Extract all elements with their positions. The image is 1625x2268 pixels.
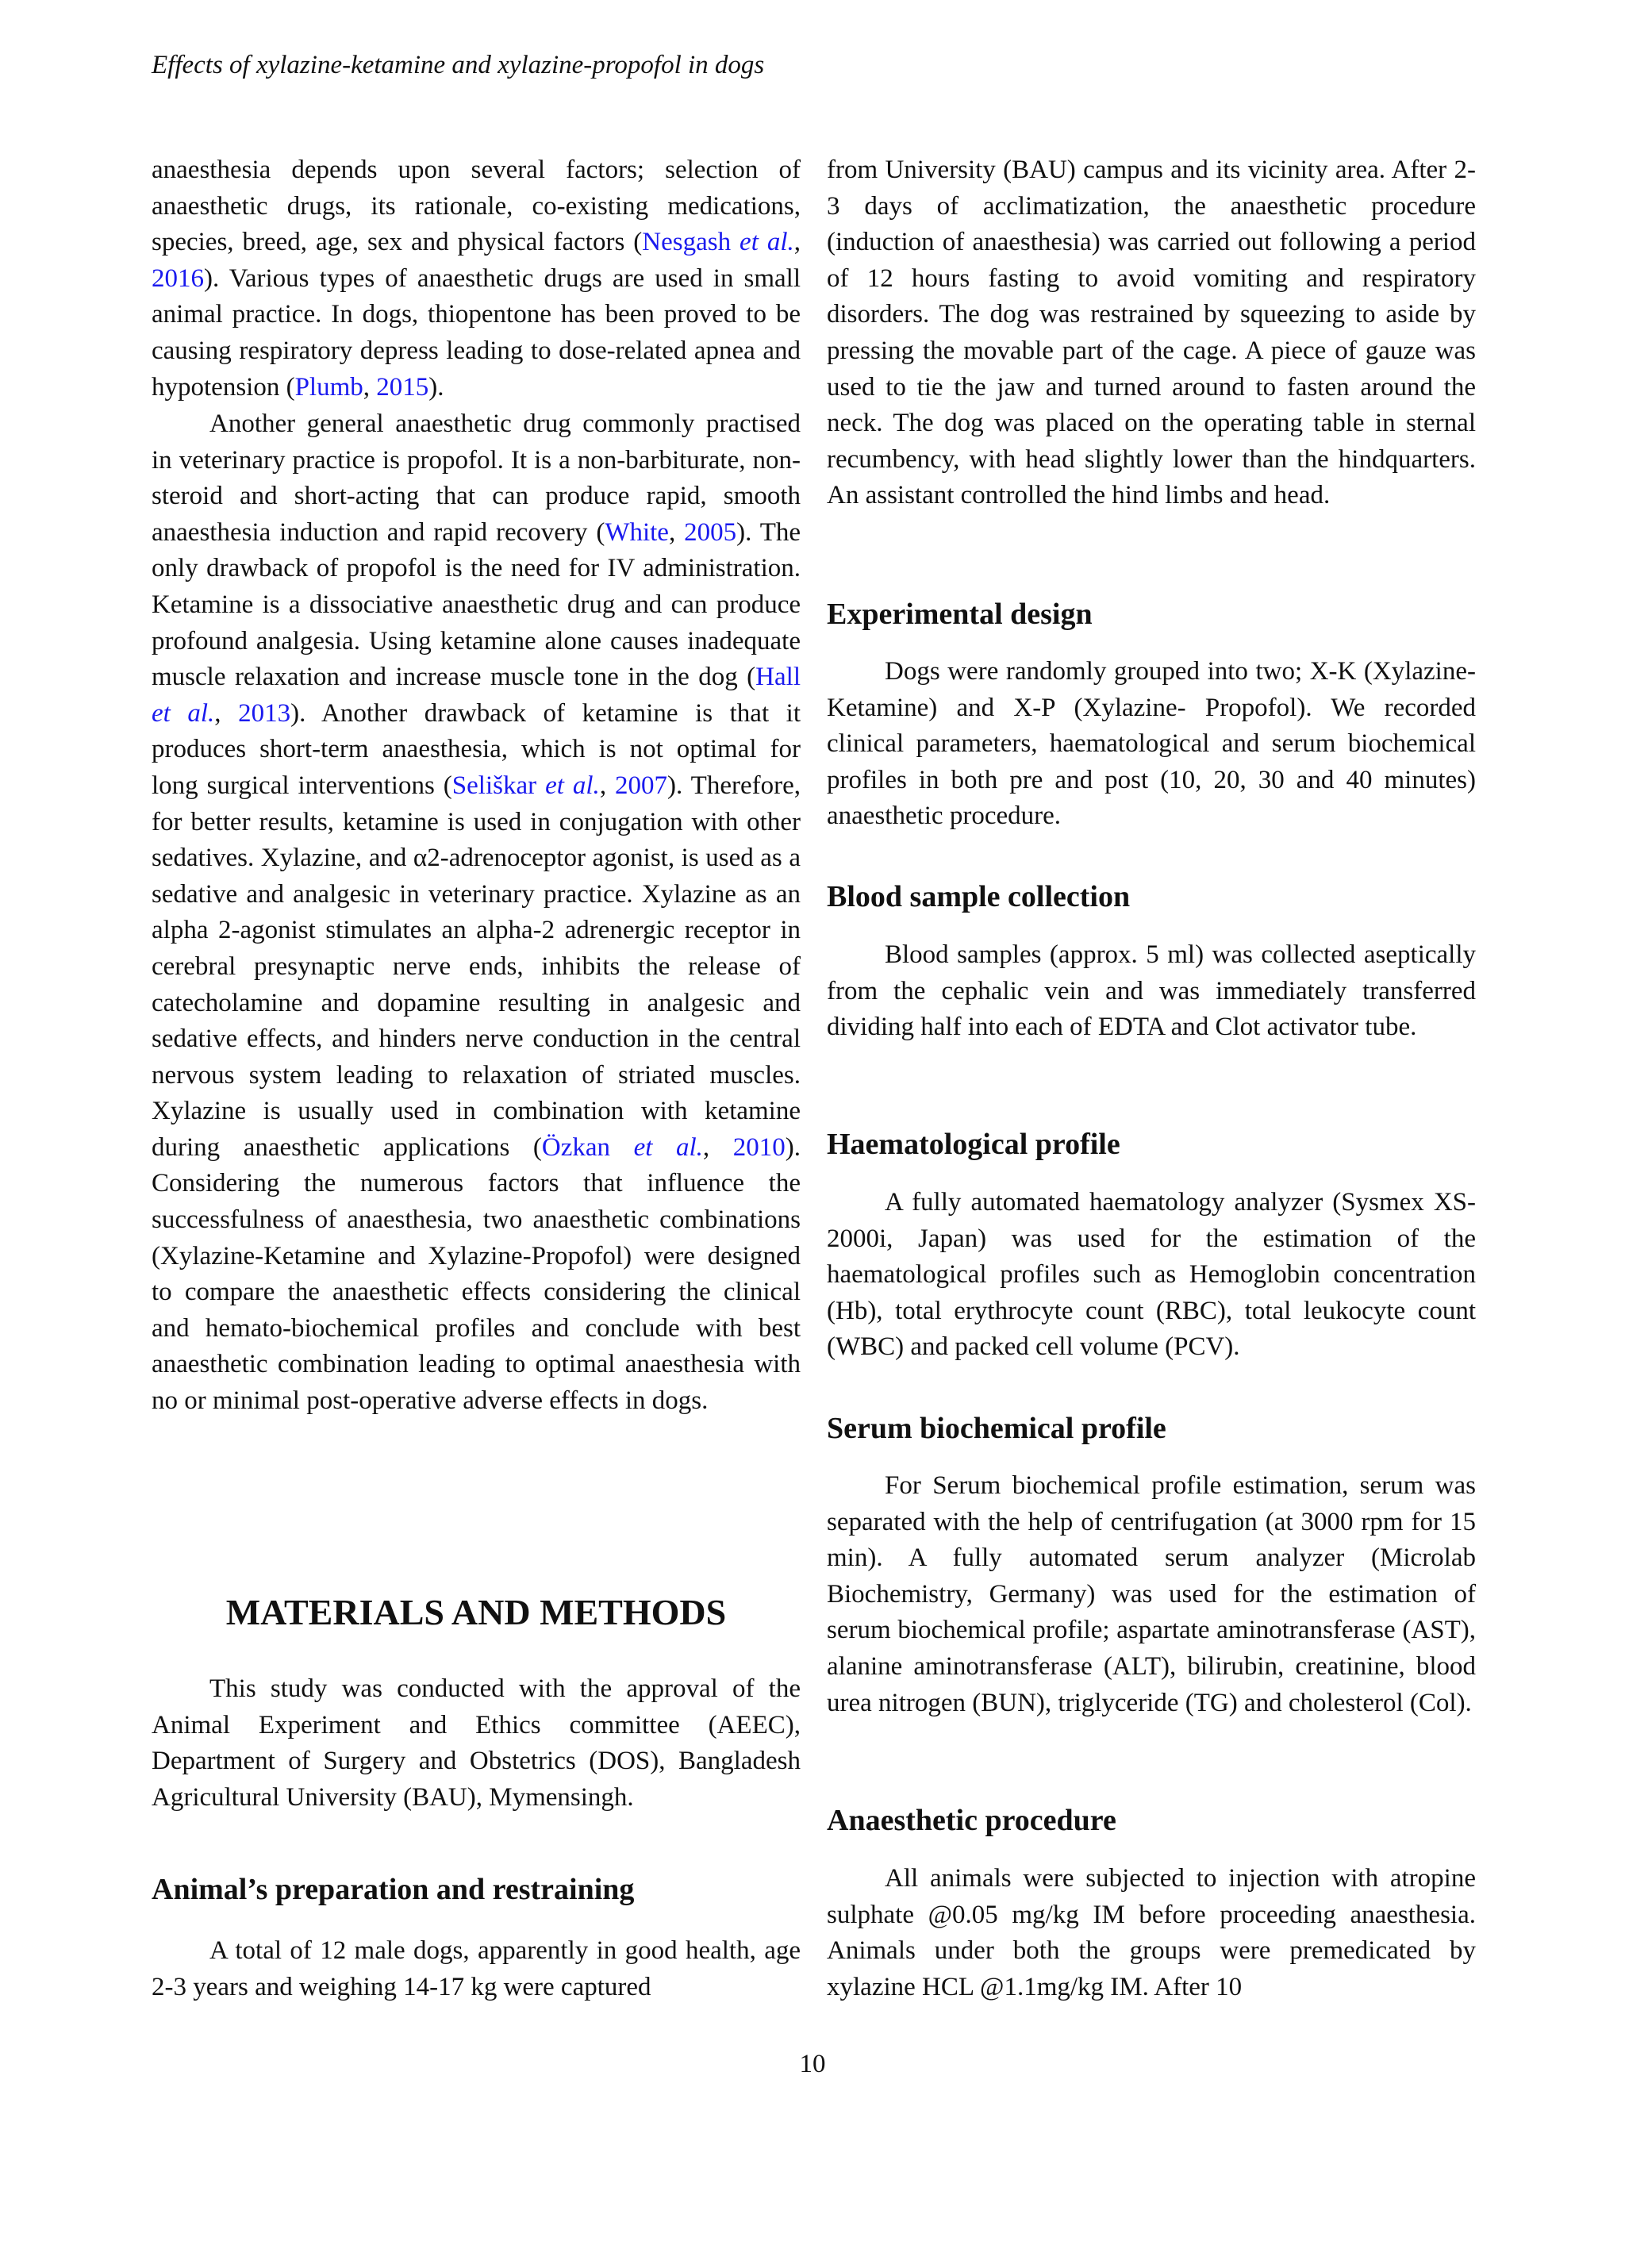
citation-link[interactable]: Nesgash <box>642 228 740 257</box>
text-segment: Another general anaesthetic drug commonly practised in veterinary practice is propofol. It is a non-barbiturate, non-steroid and short-acting that can produce rapid, smooth anaesthesia induction and rapid recovery ( <box>152 409 801 547</box>
subheading-blood-sample: Blood sample collection <box>827 880 1131 913</box>
text-segment: , <box>702 1132 733 1162</box>
text-segment: This study was conducted with the approval of the Animal Experiment and Ethics committee (AEEC), Department of Surgery and Obstetrics (DOS), Bangladesh Agricultural University (BAU), Mymensingh. <box>152 1674 801 1812</box>
text-segment: ). <box>428 372 444 402</box>
running-header: Effects of xylazine-ketamine and xylazine-propofol in dogs <box>152 51 765 79</box>
citation-link[interactable]: 2010 <box>732 1132 786 1162</box>
text-segment: ). Another drawback of ketamine is that it produces short-term anaesthesia, which is not optimal for long surgical interventions ( <box>152 698 801 800</box>
citation-link[interactable]: 2005 <box>684 517 737 547</box>
citation-link[interactable]: 2013 <box>238 698 291 728</box>
citation-link[interactable]: et al. <box>152 698 215 728</box>
text-segment: from University (BAU) campus and its vicinity area. After 2-3 days of acclimatization, the anaesthetic procedure (induction of anaesthesia) was carried out following a period of 12 hours fasting to avoid vomiting and respiratory disorders. The dog was restrained by squeezing to aside by pressing the movable part of the cage. A piece of gauze was used to tie the jaw and turned around to fasten around the neck. The dog was placed on the operating table in sternal recumbency, with head slightly lower than the hindquarters. An assistant controlled the hind limbs and head. <box>827 156 1476 510</box>
animal-paragraph <box>152 1933 801 2005</box>
text-segment: anaesthesia depends upon several factors; selection of anaesthetic drugs, its rationale, co-existing medications, species, breed, age, sex and physical factors ( <box>152 156 801 257</box>
citation-link[interactable]: Plumb <box>294 372 363 402</box>
citation-link[interactable]: Özkan <box>541 1132 634 1162</box>
citation-link[interactable]: 2007 <box>615 771 668 800</box>
subheading-experimental-design: Experimental design <box>827 598 1093 631</box>
citation-link[interactable]: 2016 <box>152 263 204 293</box>
citation-link[interactable]: et al. <box>633 1132 703 1162</box>
text-segment: Dogs were randomly grouped into two; X-K (Xylazine- Ketamine) and X-P (Xylazine- Propofol). We recorded clinical parameters, haematological and serum biochemical profiles in both pre and post (10, 20, 30 and 40 minutes) anaesthetic procedure. <box>827 657 1476 831</box>
page-number: 10 <box>799 2050 826 2078</box>
citation-link[interactable]: 2015 <box>376 372 429 402</box>
text-segment: ). Various types of anaesthetic drugs are used in small animal practice. In dogs, thiopentone has been proved to be causing respiratory depress leading to dose-related apnea and hypotension ( <box>152 263 801 402</box>
citation-link[interactable]: et al. <box>545 771 600 800</box>
section-heading-materials-methods: MATERIALS AND METHODS <box>225 1592 727 1632</box>
text-segment: ). Considering the numerous factors that influence the successfulness of anaesthesia, two anaesthetic combinations (Xylazine-Ketamine and Xylazine-Propofol) were designed to compare the anaesthetic effects considering the clinical and hemato-biochemical profiles and conclude with best anaesthetic combination leading to optimal anaesthesia with no or minimal post-operative adverse effects in dogs. <box>152 1132 801 1416</box>
text-segment: ). Therefore, for better results, ketamine is used in conjugation with other sedatives. Xylazine, and α2-adrenoceptor agonist, is used as a sedative and analgesic in veterinary practice. Xylazine as an alpha 2-agonist stimulates an alpha-2 adrenergic receptor in cerebral presynaptic nerve ends, inhibits the release of catecholamine and dopamine resulting in analgesic and sedative effects, and hinders nerve conduction in the central nervous system leading to relaxation of striated muscles. Xylazine is usually used in combination with ketamine during anaesthetic applications ( <box>152 771 801 1162</box>
subheading-haematological: Haematological profile <box>827 1128 1120 1161</box>
blood-sample-paragraph <box>827 937 1476 1046</box>
anaesthetic-procedure-paragraph <box>827 1861 1476 2005</box>
citation-link[interactable]: et al. <box>740 228 794 257</box>
citation-link[interactable]: Seliškar <box>451 771 546 800</box>
text-segment: , <box>214 698 239 728</box>
serum-biochemical-paragraph <box>827 1468 1476 1721</box>
experimental-design-paragraph <box>827 654 1476 835</box>
text-segment: A fully automated haematology analyzer (Sysmex XS-2000i, Japan) was used for the estimation of the haematological profiles such as Hemoglobin concentration (Hb), total erythrocyte count (RBC), total leukocyte count (WBC) and packed cell volume (PCV). <box>827 1188 1476 1362</box>
citation-link[interactable]: Hall <box>755 663 801 692</box>
ethics-paragraph <box>152 1671 801 1816</box>
text-segment: A total of 12 male dogs, apparently in good health, age 2-3 years and weighing 14-17 kg were captured <box>152 1936 801 2001</box>
text-segment: , <box>793 228 801 257</box>
text-segment: , <box>599 771 616 800</box>
subheading-animal-preparation: Animal’s preparation and restraining <box>152 1873 635 1906</box>
text-segment: For Serum biochemical profile estimation, serum was separated with the help of centrifugation (at 3000 rpm for 15 min). A fully automated serum analyzer (Microlab Biochemistry, Germany) was used for the estimation of serum biochemical profile; aspartate aminotransferase (AST), alanine aminotransferase (ALT), bilirubin, creatinine, blood urea nitrogen (BUN), triglyceride (TG) and cholesterol (Col). <box>827 1471 1476 1717</box>
text-segment: , <box>668 517 685 547</box>
text-segment: , <box>363 372 377 402</box>
text-segment: Blood samples (approx. 5 ml) was collected aseptically from the cephalic vein and was immediately transferred dividing half into each of EDTA and Clot activator tube. <box>827 940 1476 1042</box>
intro-paragraph-2 <box>152 406 801 1420</box>
text-segment: All animals were subjected to injection with atropine sulphate @0.05 mg/kg IM before proceeding anaesthesia. Animals under both the groups were premedicated by xylazine HCL @1.1mg/kg IM. After 10 <box>827 1864 1476 2001</box>
text-segment: ). The only drawback of propofol is the need for IV administration. Ketamine is a dissociative anaesthetic drug and can produce profound analgesia. Using ketamine alone causes inadequate muscle relaxation and increase muscle tone in the dog ( <box>152 517 801 692</box>
haematological-paragraph <box>827 1185 1476 1366</box>
animal-paragraph-continued <box>827 152 1476 514</box>
subheading-anaesthetic-procedure: Anaesthetic procedure <box>827 1804 1116 1837</box>
intro-paragraph-1 <box>152 152 801 406</box>
subheading-serum-biochemical: Serum biochemical profile <box>827 1412 1166 1445</box>
citation-link[interactable]: White <box>605 517 669 547</box>
